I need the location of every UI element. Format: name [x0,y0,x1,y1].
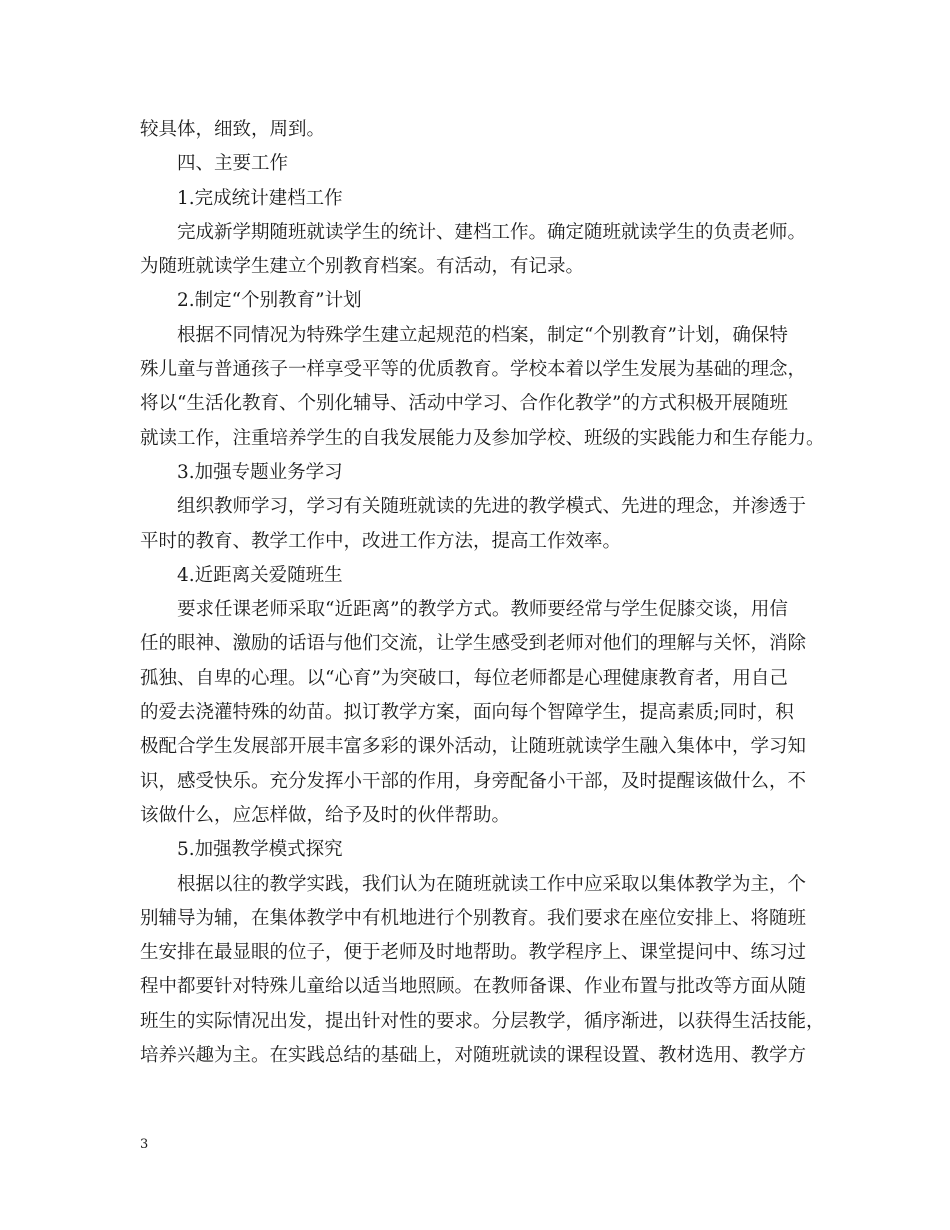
paragraph-line: 平时的教育、教学工作中，改进工作方法，提高工作效率。 [140,530,622,552]
paragraph-line-indented: 2.制定“个别教育”计划 [177,290,362,312]
page-number: 3 [140,1137,149,1152]
paragraph-line-indented: 4.近距离关爱随班生 [177,564,343,586]
paragraph-line-indented: 3.加强专题业务学习 [177,461,343,483]
paragraph-line: 较具体，细致，周到。 [140,119,326,140]
paragraph-line: 该做什么，应怎样做，给予及时的伙伴帮助。 [140,804,511,826]
paragraph-line: 就读工作，注重培养学生的自我发展能力及参加学校、班级的实践能力和生存能力。 [140,427,825,449]
paragraph-line-indented: 完成新学期随班就读学生的统计、建档工作。确定随班就读学生的负责老师。 [177,221,807,243]
paragraph-line: 培养兴趣为主。在实践总结的基础上，对随班就读的课程设置、教材选用、教学方 [140,1045,807,1067]
paragraph-line: 殊儿童与普通孩子一样享受平等的优质教育。学校本着以学生发展为基础的理念， [140,359,807,381]
paragraph-line: 为随班就读学生建立个别教育档案。有活动，有记录。 [140,256,585,278]
paragraph-line: 极配合学生发展部开展丰富多彩的课外活动，让随班就读学生融入集体中，学习知 [140,736,807,758]
paragraph-line-indented: 1.完成统计建档工作 [177,187,343,209]
paragraph-line: 孤独、自卑的心理。以“心育”为突破口，每位老师都是心理健康教育者，用自己 [140,667,788,689]
paragraph-line: 任的眼神、激励的话语与他们交流，让学生感受到老师对他们的理解与关怀，消除 [140,633,807,655]
paragraph-line-indented: 根据以往的教学实践，我们认为在随班就读工作中应采取以集体教学为主，个 [177,873,807,895]
paragraph-line-indented: 四、主要工作 [177,153,289,175]
paragraph-line: 生安排在最显眼的位子，便于老师及时地帮助。教学程序上、课堂提问中、练习过 [140,942,807,964]
paragraph-line: 班生的实际情况出发，提出针对性的要求。分层教学，循序渐进，以获得生活技能， [140,1010,825,1032]
paragraph-line-indented: 要求任课老师采取“近距离”的教学方式。教师要经常与学生促膝交谈，用信 [177,599,788,621]
paragraph-line: 将以“生活化教育、个别化辅导、活动中学习、合作化教学”的方式积极开展随班 [140,393,788,415]
paragraph-line: 别辅导为辅，在集体教学中有机地进行个别教育。我们要求在座位安排上、将随班 [140,907,807,929]
document-body [140,113,830,1073]
paragraph-line: 程中都要针对特殊儿童给以适当地照顾。在教师备课、作业布置与批改等方面从随 [140,976,807,998]
paragraph-line-indented: 根据不同情况为特殊学生建立起规范的档案，制定“个别教育”计划，确保特 [177,324,788,346]
paragraph-line: 识，感受快乐。充分发挥小干部的作用，身旁配备小干部，及时提醒该做什么，不 [140,770,807,792]
paragraph-line: 的爱去浇灌特殊的幼苗。拟订教学方案，面向每个智障学生，提高素质;同时，积 [140,702,794,724]
paragraph-line-indented: 组织教师学习，学习有关随班就读的先进的教学模式、先进的理念，并渗透于 [177,496,807,518]
paragraph-line-indented: 5.加强教学模式探究 [177,839,343,861]
